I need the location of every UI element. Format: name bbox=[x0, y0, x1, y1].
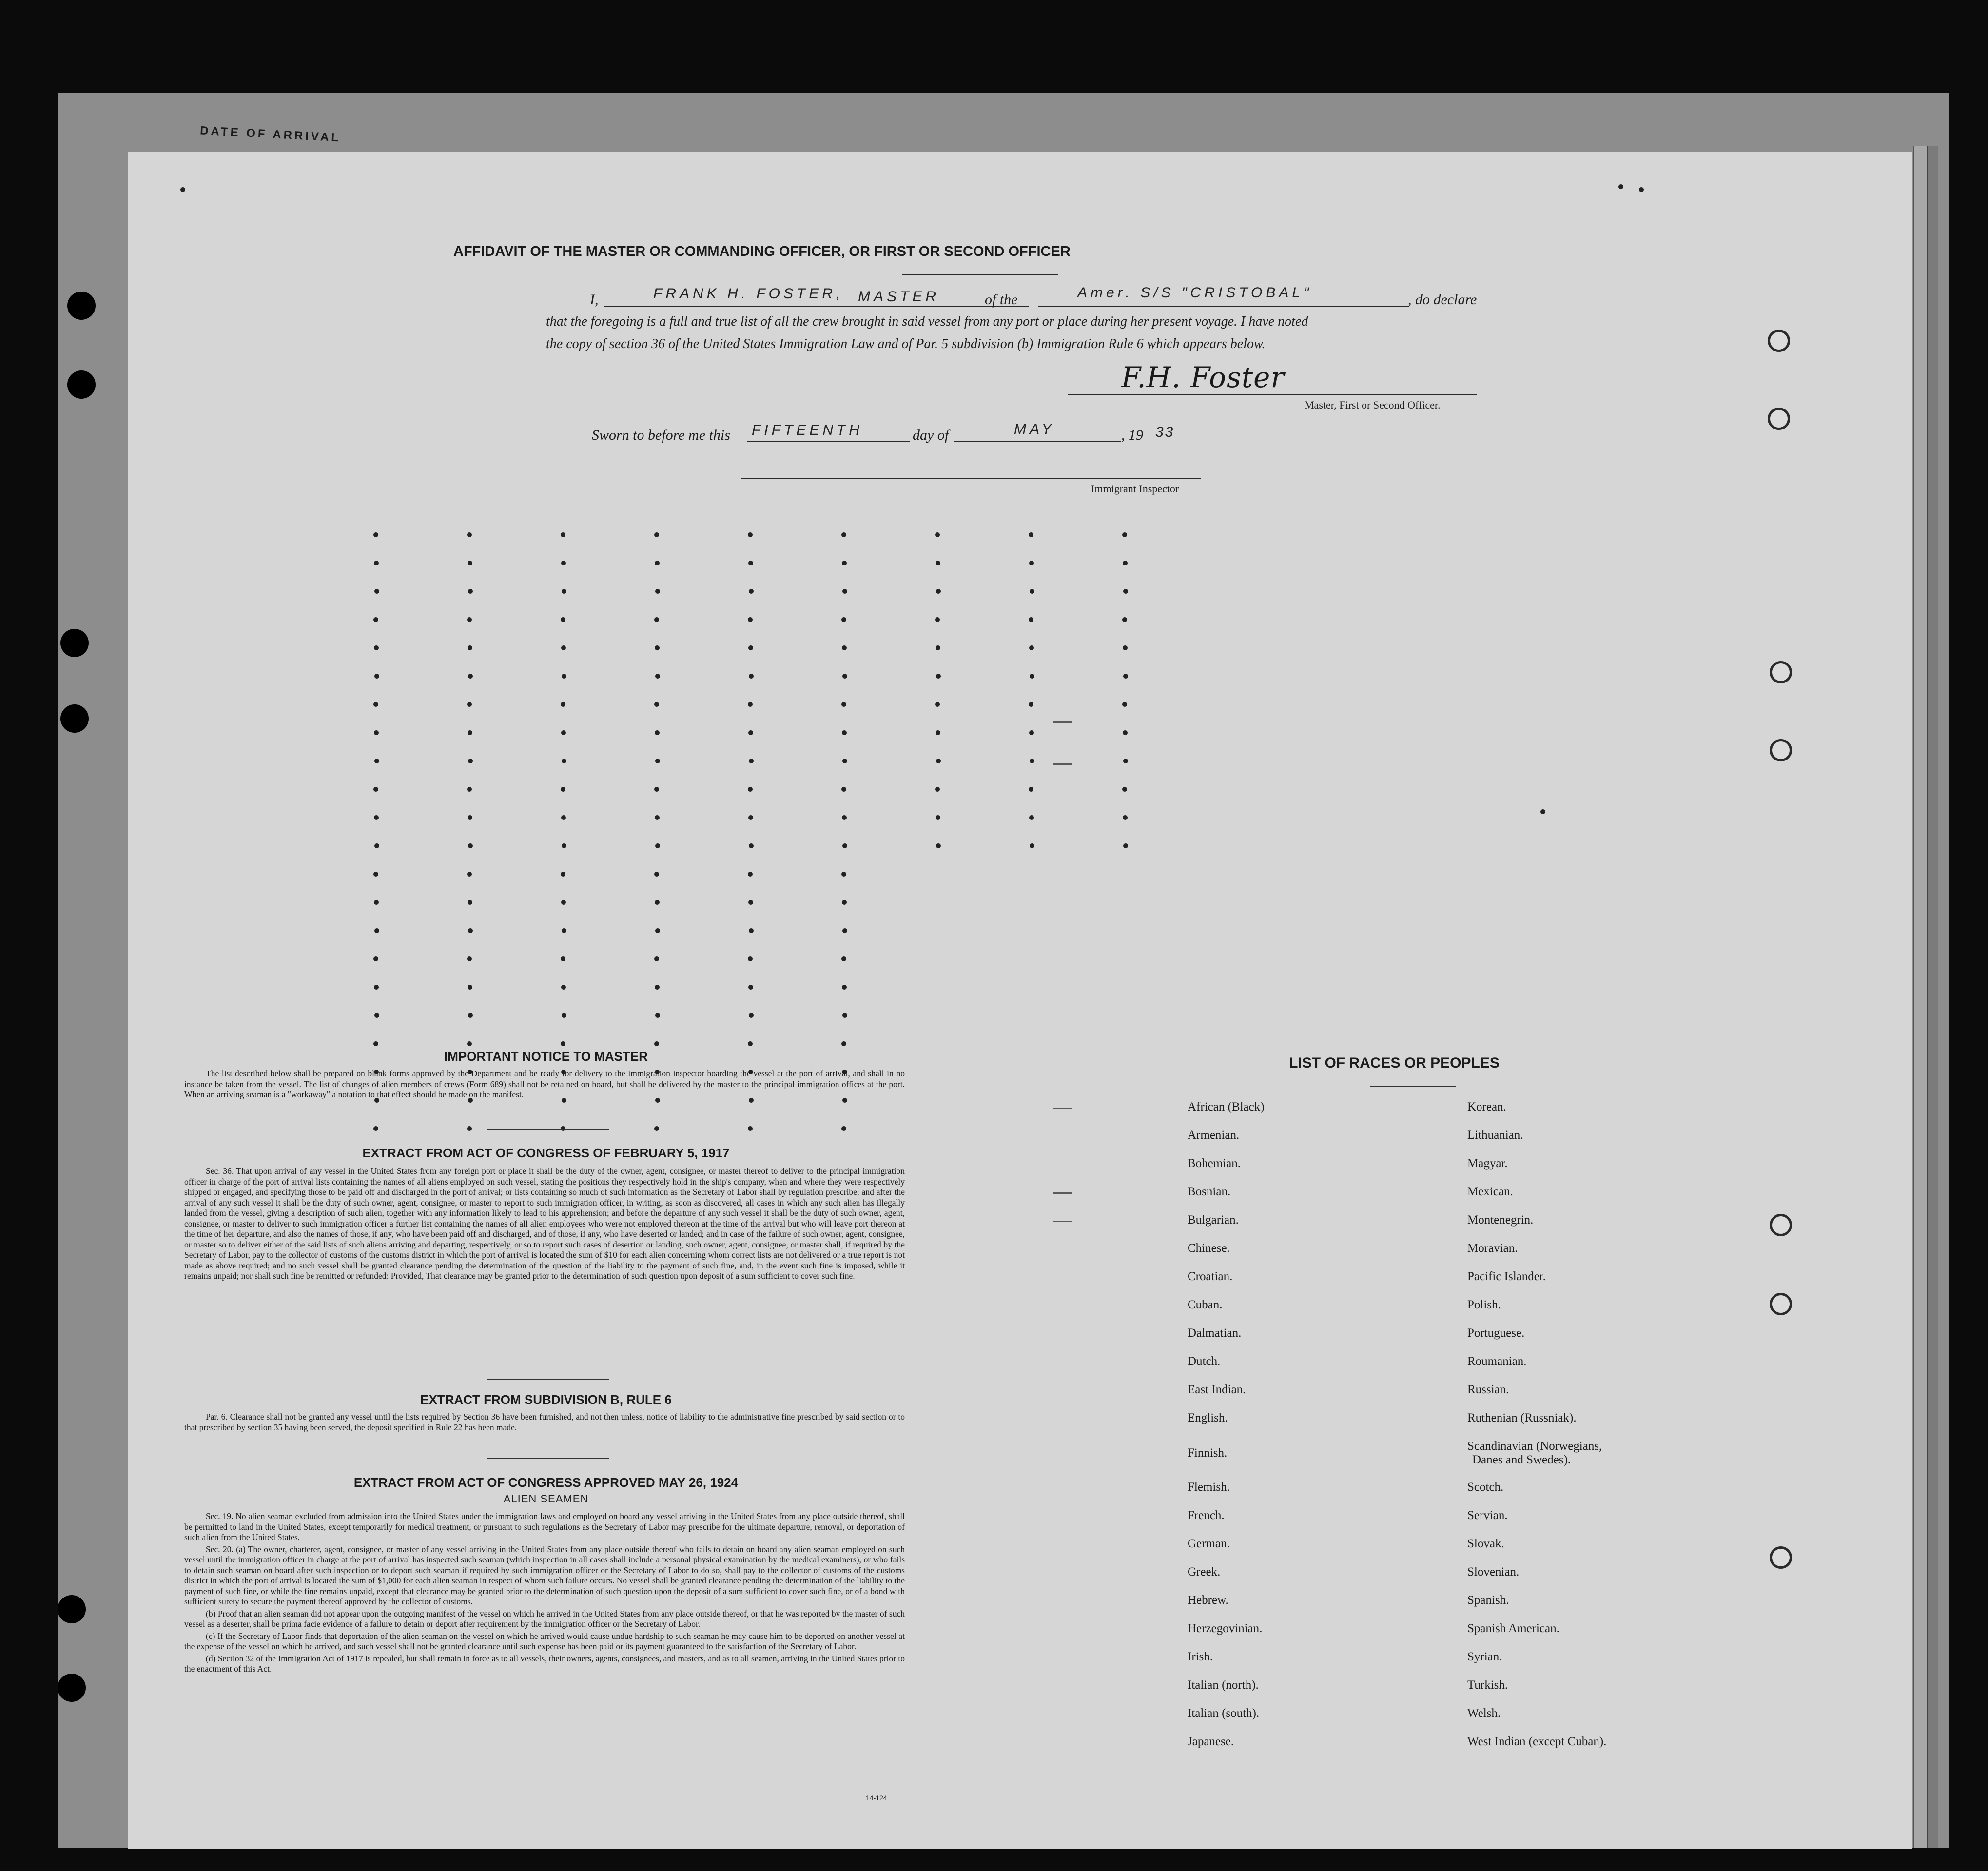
column-dot bbox=[749, 589, 754, 594]
column-dot bbox=[842, 900, 847, 905]
column-dot bbox=[374, 815, 379, 820]
column-dot bbox=[842, 561, 847, 565]
column-dot bbox=[842, 589, 847, 594]
column-dot bbox=[374, 1013, 379, 1018]
race-item: Montenegrin. bbox=[1467, 1213, 1534, 1227]
column-dot bbox=[468, 928, 473, 933]
sworn-month: MAY bbox=[1014, 421, 1055, 437]
column-dot bbox=[935, 702, 940, 707]
page-dot bbox=[180, 187, 185, 192]
column-dot bbox=[1030, 759, 1034, 763]
column-dot bbox=[1029, 787, 1033, 792]
race-item: Spanish American. bbox=[1467, 1622, 1559, 1635]
column-dot bbox=[468, 561, 472, 565]
column-dot bbox=[561, 872, 565, 877]
notice-title: IMPORTANT NOTICE TO MASTER bbox=[444, 1049, 648, 1064]
race-item: Roumanian. bbox=[1467, 1355, 1527, 1368]
column-dot bbox=[562, 928, 566, 933]
form-number: 14-124 bbox=[866, 1794, 887, 1802]
column-dot bbox=[1123, 561, 1128, 565]
race-item: Danes and Swedes). bbox=[1472, 1453, 1571, 1466]
column-dot bbox=[935, 617, 940, 622]
column-dot bbox=[935, 532, 940, 537]
master-rank: MASTER bbox=[858, 289, 940, 305]
column-dot bbox=[749, 1013, 754, 1018]
dash-mark bbox=[1053, 1192, 1072, 1194]
column-dot bbox=[748, 985, 753, 990]
column-dot bbox=[654, 787, 659, 792]
column-dot bbox=[374, 645, 379, 650]
race-item: Magyar. bbox=[1467, 1157, 1508, 1170]
column-dot bbox=[373, 532, 378, 537]
column-dot bbox=[749, 928, 754, 933]
sworn-day: FIFTEENTH bbox=[752, 422, 863, 438]
race-item: Korean. bbox=[1467, 1100, 1506, 1113]
column-dot bbox=[561, 1041, 565, 1046]
race-item: Welsh. bbox=[1467, 1707, 1501, 1720]
column-dot bbox=[561, 956, 565, 961]
column-dot bbox=[654, 872, 659, 877]
race-item: East Indian. bbox=[1188, 1383, 1246, 1396]
races-title: LIST OF RACES OR PEOPLES bbox=[1289, 1055, 1500, 1071]
column-dot bbox=[562, 759, 566, 763]
do-declare-label: , do declare bbox=[1408, 292, 1477, 308]
column-dot bbox=[1029, 730, 1034, 735]
column-dot bbox=[748, 702, 753, 707]
column-dot bbox=[1029, 645, 1034, 650]
column-dot bbox=[748, 645, 753, 650]
column-dot bbox=[842, 1013, 847, 1018]
extract-1917-text: Sec. 36. That upon arrival of any vessel in the United States from any foreign port or place it shall be the duty of the owner, agent, consignee, or master thereof to deliver to the principal immigration officer in charge of the port of arrival lists containing the names of all aliens employed on such vessel, stating the positions they respectively hold in the ship's company, when and where they were respectively shipped or engaged, and specifying those to be paid off and discharged in the port of arrival; or lists containing so much of such information as the Secretary of Labor shall by regulation prescribe; and after the arrival of any such vessel it shall be the duty of such owner, agent, consignee, or master to report to such immigration officer, in writing, as soon as discovered, all cases in which any such alien has illegally landed from the vessel, giving a description of such alien, together with any information likely to lead to his apprehension; and before the departure of any such vessel it shall be the duty of such owner, agent, consignee, or master to deliver to such immigration officer a further list containing the names of all alien employees who were not employed thereon at the time of the arrival but who will leave port thereon at the time of her departure, and also the names of those, if any, who have been paid off and discharged, and of those, if any, who have deserted or landed; and in case of the failure of such owner, agent, consignee, or master so to deliver either of the said lists of such aliens arriving and departing, respectively, or so to report such cases of desertion or landing, such owner, agent, consignee, or master shall, if required by the Secretary of Labor, pay to the collector of customs of the customs district in which the port of arrival is located the sum of $10 for each alien concerning whom correct lists are not delivered or a true report is not made as above required; and no such vessel shall be granted clearance pending the determination of the question of the liability to the payment of such fine, and, in the event such fine is imposed, while it remains unpaid; nor shall such fine be remitted or refunded: Provided, That clearance may be granted prior to the determination of such question upon deposit of a sum sufficient to cover such fine. bbox=[184, 1166, 905, 1281]
column-dot bbox=[1123, 759, 1128, 763]
race-item: Hebrew. bbox=[1188, 1594, 1228, 1607]
column-dot bbox=[842, 645, 847, 650]
race-item: Italian (south). bbox=[1188, 1707, 1260, 1720]
day-of-label: day of bbox=[913, 427, 949, 443]
column-dot bbox=[936, 674, 941, 679]
race-item: Flemish. bbox=[1188, 1481, 1230, 1494]
column-dot bbox=[468, 674, 473, 679]
sworn-prefix: Sworn to before me this bbox=[592, 427, 730, 443]
column-dot bbox=[1029, 815, 1034, 820]
column-dot bbox=[1029, 561, 1034, 565]
name-underline bbox=[604, 306, 1029, 307]
section-rule bbox=[487, 1129, 609, 1130]
column-dot bbox=[841, 617, 846, 622]
race-item: Scandinavian (Norwegians, bbox=[1467, 1440, 1602, 1453]
column-dot bbox=[936, 645, 940, 650]
page-dot bbox=[1618, 184, 1623, 189]
affidavit-title: AFFIDAVIT OF THE MASTER OR COMMANDING OFFICER, OR FIRST OR SECOND OFFICER bbox=[453, 244, 1071, 259]
extract-1924-subtitle: ALIEN SEAMEN bbox=[503, 1493, 589, 1505]
column-dot bbox=[1123, 674, 1128, 679]
column-dot bbox=[468, 1013, 473, 1018]
column-dot bbox=[374, 561, 379, 565]
race-item: Spanish. bbox=[1467, 1594, 1509, 1607]
of-the-label: of the bbox=[985, 292, 1018, 308]
column-dot bbox=[654, 1041, 659, 1046]
race-item: Polish. bbox=[1467, 1298, 1501, 1311]
inspector-caption: Immigrant Inspector bbox=[1091, 483, 1179, 495]
column-dot bbox=[654, 617, 659, 622]
column-dot bbox=[654, 956, 659, 961]
column-dot bbox=[467, 787, 472, 792]
column-dot bbox=[841, 787, 846, 792]
column-dot bbox=[561, 561, 566, 565]
affidavit-prefix: I, bbox=[590, 292, 599, 308]
column-dot bbox=[561, 702, 565, 707]
dash-mark bbox=[1053, 1108, 1072, 1109]
extract-1917-title: EXTRACT FROM ACT OF CONGRESS OF FEBRUARY 5, 1917 bbox=[362, 1146, 730, 1160]
page-dot bbox=[1540, 809, 1545, 814]
column-dot bbox=[467, 956, 472, 961]
column-dot bbox=[468, 815, 472, 820]
column-dot bbox=[374, 589, 379, 594]
column-dot bbox=[1123, 815, 1128, 820]
column-dot bbox=[373, 1126, 378, 1131]
inspector-underline bbox=[741, 478, 1201, 479]
column-dot bbox=[654, 702, 659, 707]
race-item: Finnish. bbox=[1188, 1446, 1228, 1460]
race-item: Dalmatian. bbox=[1188, 1326, 1242, 1340]
column-dot bbox=[654, 1126, 659, 1131]
section-rule bbox=[487, 1379, 609, 1380]
column-dot bbox=[374, 674, 379, 679]
dash-mark bbox=[1053, 763, 1072, 765]
column-dot bbox=[936, 589, 941, 594]
column-dot bbox=[841, 1041, 846, 1046]
extract-rule6-text: Par. 6. Clearance shall not be granted any vessel until the lists required by Section 36 have been furnished, and not then unless, notice of liability to the administrative fine prescribed by said section or to that prescribed by section 35 having been served, the deposit specified in Rule 22 has been made. bbox=[184, 1412, 905, 1432]
race-item: Japanese. bbox=[1188, 1735, 1234, 1748]
column-dot bbox=[748, 730, 753, 735]
column-dot bbox=[562, 589, 566, 594]
column-dot bbox=[374, 730, 379, 735]
extract-1924-text: Sec. 19. No alien seaman excluded from admission into the United States under the immigration laws and employed on board any vessel arriving in the United States from any place outside thereof, shall be permitted to land in the United States, except temporarily for medical treatment, or pursuant to such regulations as the Secretary of Labor may prescribe for the ultimate departure, removal, or deportation of such alien from the United States. Sec. 20. (a) The owner, charterer, agent, consignee, or master of any vessel arriving in the United States from any place outside thereof who fails to detain on board any alien seaman employed on such vessel until the immigration officer in charge at the port of arrival has inspected such seaman (which inspection in all cases shall include a personal physical examination by the medical examiners), or who fails to detain such seaman on board after such inspection or to deport such seaman if required by such immigration officer or the Secretary of Labor to do so, shall pay to the collector of customs of the customs district in which the port of arrival is located the sum of $1,000 for each alien seaman in respect of whom such failure occurs. No vessel shall be granted clearance pending the determination of the liability to the payment of such fine, or while the fine remains unpaid, except that clearance may be granted prior to the determination of such question upon the deposit of a sum sufficient to cover such fine, or of a bond with sufficient surety to secure the payment thereof approved by the collector of customs. (b) Proof that an alien seaman did not appear upon the outgoing manifest of the vessel on which he arrived in the United States from any place outside thereof, or that he was reported by the master of such vessel as a deserter, shall be prima facie evidence of a failure to detain or deport after requirement by the immigration officer or the Secretary of Labor. (c) If the Secretary of Labor finds that deportation of the alien seaman on the vessel on which he arrived would cause undue hardship to such seaman he may cause him to be deported on another vessel at the expense of the vessel on which he arrived, and such vessel shall not be granted clearance until such expense has been paid or its payment guaranteed to the satisfaction of the Secretary of Labor. (d) Section 32 of the Immigration Act of 1917 is repealed, but shall remain in force as to all vessels, their owners, agents, consignees, and masters, and as to all seamen, arriving in the United States prior to the enactment of this Act. bbox=[184, 1511, 905, 1674]
month-underline bbox=[954, 441, 1121, 442]
column-dot bbox=[748, 815, 753, 820]
date-of-arrival-label: DATE OF ARRIVAL bbox=[199, 124, 341, 145]
column-dot bbox=[842, 730, 847, 735]
column-dot bbox=[842, 843, 847, 848]
column-dot bbox=[655, 843, 660, 848]
race-item: German. bbox=[1188, 1537, 1230, 1550]
column-dot bbox=[936, 759, 941, 763]
column-dot bbox=[655, 928, 660, 933]
column-dot bbox=[373, 872, 378, 877]
signature-underline bbox=[1068, 394, 1477, 395]
column-dot bbox=[374, 759, 379, 763]
column-dot bbox=[749, 843, 754, 848]
column-dot bbox=[748, 617, 753, 622]
extract-rule6-title: EXTRACT FROM SUBDIVISION B, RULE 6 bbox=[420, 1392, 672, 1407]
year-suffix: 33 bbox=[1155, 424, 1175, 440]
column-dot bbox=[748, 1041, 753, 1046]
column-dot bbox=[749, 674, 754, 679]
race-item: Herzegovinian. bbox=[1188, 1622, 1263, 1635]
column-dot bbox=[468, 645, 472, 650]
signer-caption: Master, First or Second Officer. bbox=[1305, 399, 1441, 411]
race-item: Chinese. bbox=[1188, 1242, 1230, 1255]
race-item: Bosnian. bbox=[1188, 1185, 1231, 1198]
column-dot bbox=[748, 787, 753, 792]
column-dot bbox=[842, 674, 847, 679]
page-dot bbox=[1639, 187, 1644, 192]
column-dot bbox=[374, 900, 379, 905]
dash-mark bbox=[1053, 1221, 1072, 1222]
column-dot bbox=[748, 956, 753, 961]
race-item: Moravian. bbox=[1467, 1242, 1518, 1255]
race-item: French. bbox=[1188, 1509, 1225, 1522]
column-dot bbox=[1029, 617, 1033, 622]
race-item: Italian (north). bbox=[1188, 1678, 1259, 1692]
race-item: Syrian. bbox=[1467, 1650, 1502, 1663]
column-dot bbox=[561, 1126, 565, 1131]
column-dot bbox=[468, 589, 473, 594]
race-item: English. bbox=[1188, 1411, 1228, 1424]
column-dot bbox=[841, 1126, 846, 1131]
race-item: Ruthenian (Russniak). bbox=[1467, 1411, 1577, 1424]
column-dot bbox=[561, 787, 565, 792]
column-dot bbox=[468, 843, 473, 848]
column-dot bbox=[468, 985, 472, 990]
column-dot bbox=[748, 872, 753, 877]
column-dot bbox=[562, 674, 566, 679]
column-dot bbox=[841, 702, 846, 707]
column-dot bbox=[467, 532, 472, 537]
column-dot bbox=[655, 985, 660, 990]
column-dot bbox=[1029, 702, 1033, 707]
column-dot bbox=[842, 928, 847, 933]
column-dot bbox=[1122, 702, 1127, 707]
race-item: Irish. bbox=[1188, 1650, 1213, 1663]
column-dot bbox=[655, 645, 660, 650]
master-name: FRANK H. FOSTER, bbox=[653, 286, 844, 302]
notice-text: The list described below shall be prepared on blank forms approved by the Department and be ready for delivery to the immigration inspector boarding the vessel at the port of arrival, and shall in no instance be taken from the vessel. The list of changes of alien members of crews (Form 689) shall not be retained on board, but shall be delivered by the master to the principal immigration offices at the port. When an arriving seaman is a "workaway" a notation to that effect should be made on the manifest. bbox=[184, 1069, 905, 1099]
column-dot bbox=[748, 900, 753, 905]
column-dot bbox=[748, 532, 753, 537]
column-dot bbox=[842, 759, 847, 763]
column-dot bbox=[655, 730, 660, 735]
race-item: Slovenian. bbox=[1467, 1565, 1520, 1579]
race-item: Cuban. bbox=[1188, 1298, 1223, 1311]
race-item: Pacific Islander. bbox=[1467, 1270, 1546, 1283]
column-dot bbox=[1123, 589, 1128, 594]
affidavit-line-3: the copy of section 36 of the United States Immigration Law and of Par. 5 subdivision (b) Immigration Rule 6 which appears below. bbox=[546, 336, 1266, 351]
race-item: Armenian. bbox=[1188, 1129, 1240, 1142]
column-dot bbox=[1122, 532, 1127, 537]
column-dot bbox=[655, 759, 660, 763]
column-dot bbox=[562, 843, 566, 848]
column-dot bbox=[373, 1041, 378, 1046]
column-dot bbox=[841, 956, 846, 961]
column-dot bbox=[1122, 787, 1127, 792]
race-item: African (Black) bbox=[1188, 1100, 1265, 1113]
column-dot bbox=[935, 787, 940, 792]
race-item: West Indian (except Cuban). bbox=[1467, 1735, 1607, 1748]
column-dot bbox=[373, 787, 378, 792]
column-dot bbox=[1030, 589, 1034, 594]
column-dot bbox=[841, 532, 846, 537]
race-item: Mexican. bbox=[1467, 1185, 1513, 1198]
column-dot bbox=[748, 1126, 753, 1131]
column-dot bbox=[1123, 843, 1128, 848]
title-rule bbox=[902, 274, 1058, 275]
race-item: Russian. bbox=[1467, 1383, 1509, 1396]
column-dot bbox=[841, 872, 846, 877]
race-item: Servian. bbox=[1467, 1509, 1508, 1522]
column-dot bbox=[467, 702, 472, 707]
column-dot bbox=[1122, 617, 1127, 622]
column-dot bbox=[655, 1013, 660, 1018]
column-dot bbox=[936, 843, 941, 848]
column-dot bbox=[374, 985, 379, 990]
column-dot bbox=[1030, 674, 1034, 679]
column-dot bbox=[655, 589, 660, 594]
dash-mark bbox=[1053, 721, 1072, 723]
extract-1924-title: EXTRACT FROM ACT OF CONGRESS APPROVED MAY 26, 1924 bbox=[353, 1475, 739, 1490]
race-item: Croatian. bbox=[1188, 1270, 1233, 1283]
column-dot bbox=[561, 900, 566, 905]
column-dot bbox=[655, 815, 660, 820]
column-dot bbox=[936, 815, 940, 820]
column-dot bbox=[467, 617, 472, 622]
race-item: Greek. bbox=[1188, 1565, 1221, 1579]
column-dot bbox=[1030, 843, 1034, 848]
column-dot bbox=[1123, 730, 1128, 735]
races-rule bbox=[1370, 1086, 1456, 1087]
column-dot bbox=[373, 617, 378, 622]
column-dot bbox=[562, 1013, 566, 1018]
column-dot bbox=[842, 815, 847, 820]
column-dot bbox=[655, 900, 660, 905]
column-dot bbox=[1123, 645, 1128, 650]
race-item: Scotch. bbox=[1467, 1481, 1504, 1494]
column-dot bbox=[561, 617, 565, 622]
column-dot bbox=[654, 532, 659, 537]
column-dot bbox=[561, 645, 566, 650]
section-rule bbox=[487, 1458, 609, 1459]
race-item: Bulgarian. bbox=[1188, 1213, 1239, 1227]
column-dot bbox=[1029, 532, 1033, 537]
race-item: Portuguese. bbox=[1467, 1326, 1525, 1340]
affidavit-line-2: that the foregoing is a full and true list of all the crew brought in said vessel from any port or place during her present voyage. I have noted bbox=[546, 314, 1308, 329]
column-dot bbox=[467, 1041, 472, 1046]
column-dot bbox=[936, 730, 940, 735]
race-item: Lithuanian. bbox=[1467, 1129, 1523, 1142]
vessel-name: Amer. S/S "CRISTOBAL" bbox=[1077, 285, 1312, 301]
column-dot bbox=[374, 928, 379, 933]
year-prefix: , 19 bbox=[1121, 427, 1143, 443]
day-underline bbox=[747, 441, 910, 442]
column-dot bbox=[561, 815, 566, 820]
column-dot bbox=[373, 956, 378, 961]
column-dot bbox=[655, 674, 660, 679]
column-dot bbox=[468, 900, 472, 905]
column-dot bbox=[748, 561, 753, 565]
column-dot bbox=[374, 843, 379, 848]
vessel-underline bbox=[1038, 306, 1409, 307]
column-dot bbox=[468, 759, 473, 763]
master-signature: F.H. Foster bbox=[1121, 361, 1285, 394]
race-item: Slovak. bbox=[1467, 1537, 1504, 1550]
column-dot bbox=[561, 532, 565, 537]
column-dot bbox=[468, 730, 472, 735]
column-dot bbox=[561, 985, 566, 990]
race-item: Turkish. bbox=[1467, 1678, 1508, 1692]
column-dot bbox=[749, 759, 754, 763]
column-dot bbox=[655, 561, 660, 565]
column-dot bbox=[467, 1126, 472, 1131]
race-item: Dutch. bbox=[1188, 1355, 1221, 1368]
column-dot bbox=[373, 702, 378, 707]
column-dot bbox=[467, 872, 472, 877]
column-dot bbox=[842, 985, 847, 990]
race-item: Bohemian. bbox=[1188, 1157, 1241, 1170]
column-dot bbox=[561, 730, 566, 735]
column-dot bbox=[936, 561, 940, 565]
